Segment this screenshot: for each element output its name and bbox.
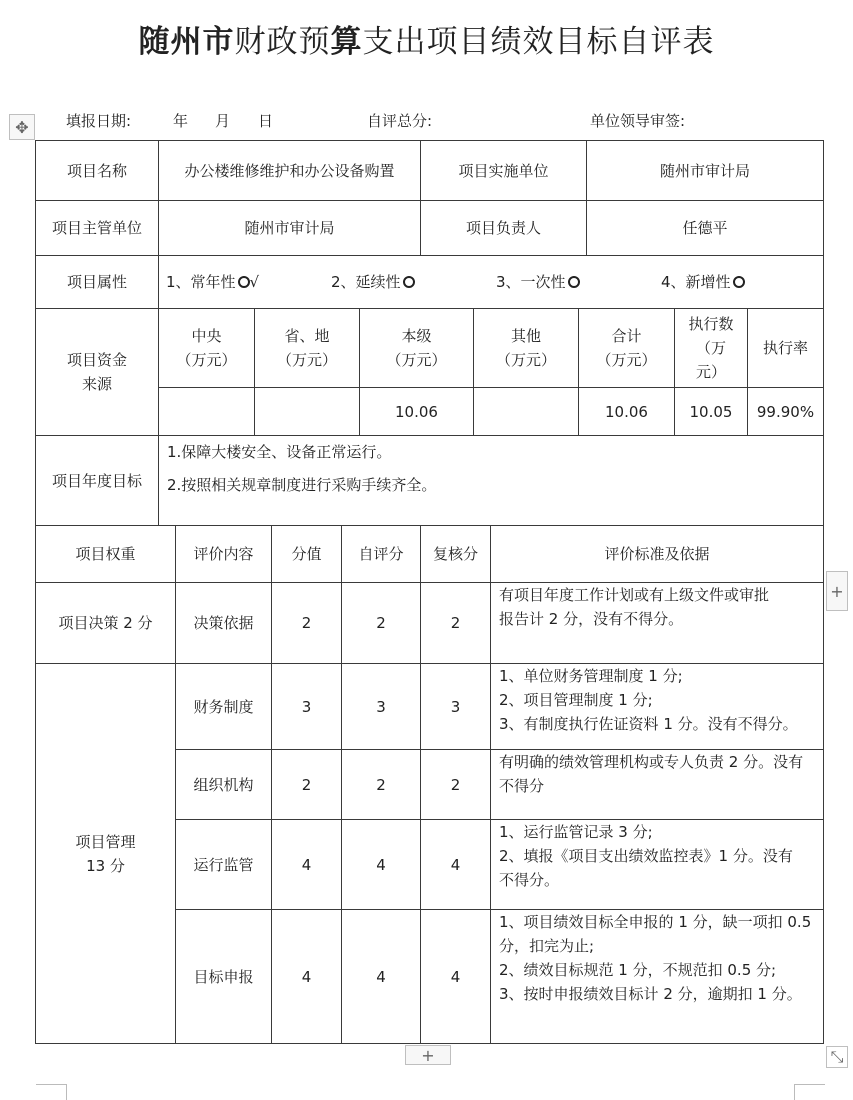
goal-label: 项目年度目标	[51, 471, 142, 490]
mgmt-review: 2	[450, 775, 461, 794]
mgmt-review: 3	[450, 697, 461, 716]
project-name-value: 办公楼维修维护和办公设备购置	[184, 161, 395, 180]
page-corner-left	[36, 1084, 67, 1100]
radio-icon	[238, 276, 250, 288]
impl-unit-label: 项目实施单位	[458, 161, 549, 180]
funds-header-central: 中央 （万元）	[176, 327, 237, 369]
decision-content: 决策依据	[193, 614, 254, 632]
funds-value-executed: 10.05	[689, 402, 733, 421]
owner-label: 项目负责人	[465, 219, 541, 237]
mgmt-content: 财务制度	[193, 697, 254, 716]
funds-value-other	[474, 388, 578, 435]
funds-value-local: 10.06	[395, 402, 438, 421]
attr-label: 项目属性	[66, 273, 127, 291]
mgmt-self: 2	[376, 775, 386, 794]
mgmt-review: 4	[450, 967, 461, 986]
month-label: 月	[215, 112, 231, 130]
mgmt-criteria: 1、项目绩效目标全申报的 1 分，缺一项扣 0.5 分，扣完为止; 2、绩效目标规范 1 分，不规范扣 0.5 分; 3、按时申报绩效目标计 2 分，逾期扣 1 分。	[499, 913, 812, 1003]
mgmt-self: 4	[376, 967, 386, 986]
score-label: 自评总分:	[367, 112, 433, 130]
supervisor-label: 项目主管单位	[51, 219, 142, 237]
mgmt-content: 运行监管	[193, 855, 254, 874]
mgmt-review: 4	[450, 855, 461, 874]
goal-content: 1.保障大楼安全、设备正常运行。 2.按照相关规章制度进行采购手续齐全。	[167, 443, 437, 494]
mgmt-criteria: 有明确的绩效管理机构或专人负责 2 分。没有 不得分	[499, 753, 804, 795]
decision-weight: 项目决策 2 分	[58, 614, 153, 632]
eval-header-weight: 项目权重	[75, 545, 136, 563]
mgmt-self: 3	[376, 697, 386, 716]
mgmt-score: 4	[301, 855, 312, 874]
owner-value: 任德平	[682, 219, 728, 237]
page-corner-right	[794, 1084, 825, 1100]
add-column-icon[interactable]: +	[826, 571, 848, 611]
eval-header-score: 分值	[291, 545, 322, 563]
table-move-handle-icon[interactable]: ✥	[9, 114, 35, 140]
attr-option-2[interactable]: 2、延续性	[331, 256, 471, 308]
funds-header-executed: 执行数 （万 元）	[688, 315, 734, 381]
impl-unit-value: 随州市审计局	[659, 161, 750, 180]
funds-label: 项目资金 来源	[66, 351, 127, 393]
leader-label: 单位领导审签:	[590, 112, 686, 130]
attr-option-4[interactable]: 4、新增性	[661, 256, 811, 308]
eval-header-content: 评价内容	[193, 545, 254, 563]
mgmt-score: 2	[301, 775, 312, 794]
radio-icon	[568, 276, 580, 288]
funds-header-province: 省、地 （万元）	[276, 327, 337, 369]
day-label: 日	[258, 112, 274, 130]
supervisor-value: 随州市审计局	[244, 219, 335, 237]
attr-option-1[interactable]: 1、常年性 √	[166, 273, 260, 291]
decision-criteria: 有项目年度工作计划或有上级文件或审批 报告计 2 分，没有不得分。	[499, 586, 770, 628]
mgmt-criteria: 1、运行监管记录 3 分; 2、填报《项目支出绩效监控表》1 分。没有 不得分。	[499, 823, 793, 889]
funds-header-local: 本级 （万元）	[386, 327, 447, 369]
mgmt-content: 目标申报	[193, 967, 254, 986]
eval-header-review: 复核分	[432, 545, 478, 563]
fill-date-label: 填报日期:	[66, 112, 132, 130]
mgmt-self: 4	[376, 855, 386, 874]
year-label: 年	[173, 112, 189, 130]
eval-header-criteria: 评价标准及依据	[604, 545, 710, 563]
funds-value-province	[255, 388, 359, 435]
add-row-icon[interactable]: +	[405, 1045, 451, 1065]
funds-value-rate: 99.90%	[756, 402, 815, 421]
attr-option-3[interactable]: 3、一次性	[496, 256, 636, 308]
table-resize-icon[interactable]: ⤡	[826, 1046, 848, 1068]
mgmt-criteria: 1、单位财务管理制度 1 分; 2、项目管理制度 1 分; 3、有制度执行佐证资料 1 分。没有不得分。	[499, 667, 798, 733]
management-weight: 项目管理 13 分	[75, 832, 136, 875]
funds-value-total: 10.06	[605, 402, 648, 421]
project-name-label: 项目名称	[66, 161, 127, 180]
funds-value-central	[159, 388, 254, 435]
decision-review: 2	[450, 614, 461, 632]
funds-header-rate: 执行率	[762, 339, 808, 357]
decision-self: 2	[376, 614, 386, 632]
eval-header-self: 自评分	[358, 545, 404, 563]
radio-icon	[733, 276, 745, 288]
funds-header-other: 其他 （万元）	[495, 327, 556, 369]
page-title: 随州市财政预算支出项目绩效目标自评表	[138, 24, 715, 60]
funds-header-total: 合计 （万元）	[596, 327, 657, 369]
mgmt-score: 3	[301, 697, 312, 716]
mgmt-content: 组织机构	[193, 775, 254, 794]
mgmt-score: 4	[301, 967, 312, 986]
decision-score: 2	[301, 614, 312, 632]
radio-icon	[403, 276, 415, 288]
